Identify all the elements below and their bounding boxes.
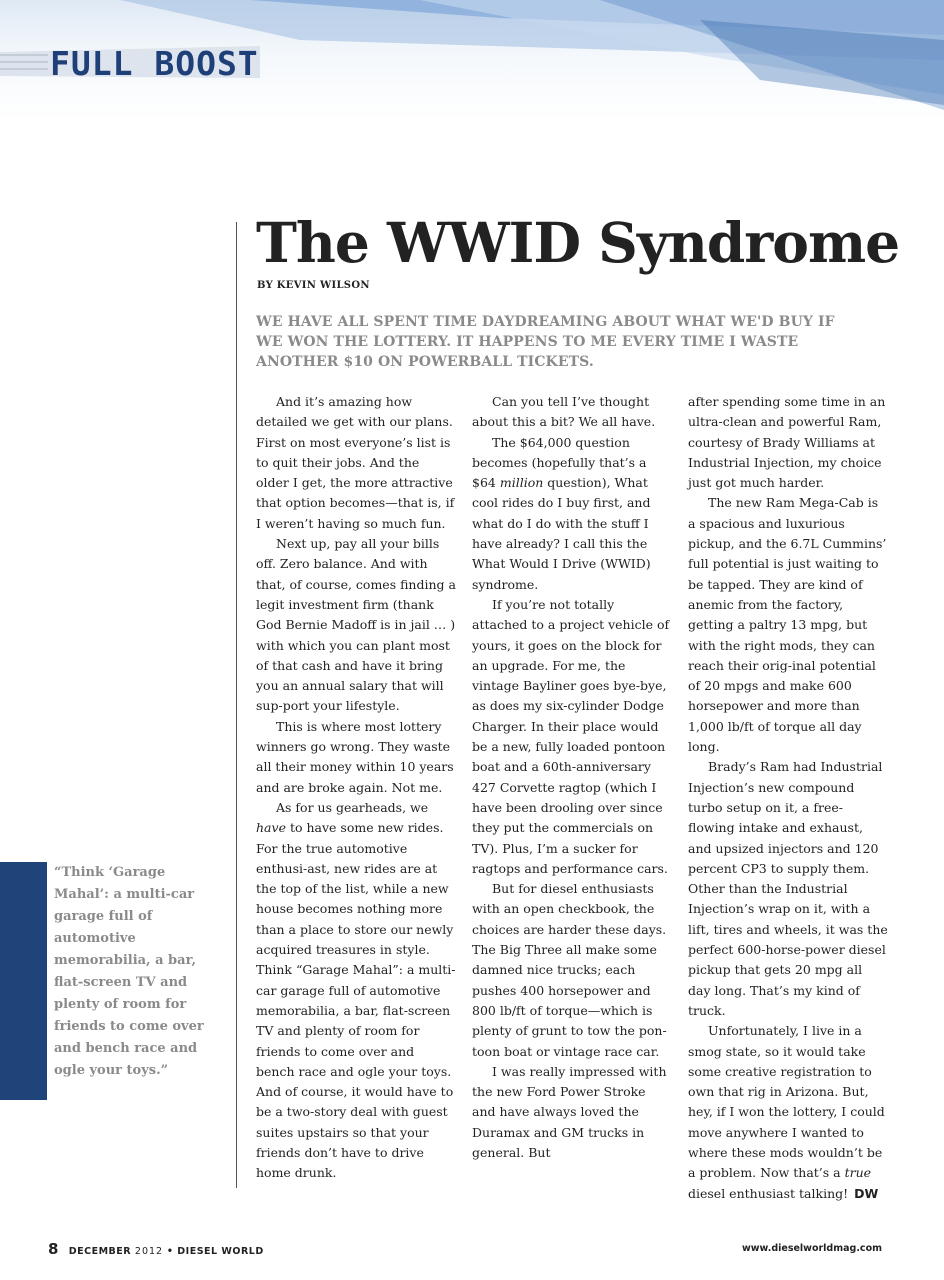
paragraph: I was really impressed with the new Ford Power Stroke and have always loved the Duramax and GM trucks in general. But <box>472 1063 667 1160</box>
issue-year: 2012 <box>134 1246 164 1257</box>
body-column-1 <box>256 392 456 1184</box>
paragraph: Next up, pay all your bills off. Zero balance. And with that, of course, comes finding a legit investment firm (thank God Bernie Madoff is in jail … ) with which you can plant most of that cash and have it bring you an annual salary that will sup-port your lifestyle. <box>256 536 456 714</box>
pullquote: “Think ‘Garage Mahal’: a multi-car garage full of automotive memorabilia, a bar, flat-screen TV and plenty of room for friends to come over and bench race and ogle your toys.” <box>54 865 204 1078</box>
page-number: 8 <box>48 1240 59 1258</box>
paragraph: The new Ram Mega-Cab is a spacious and luxurious pickup, and the 6.7L Cummins’ full potential is just waiting to be tapped. They are kind of anemic from the factory, getting a paltry 13 mpg, but with the right mods, they can reach their orig-inal potential of 20 mpgs and make 600 horsepower and more than 1,000 lb/ft of torque all day long. <box>688 495 887 755</box>
body-column-3 <box>688 392 888 1204</box>
paragraph <box>472 433 672 595</box>
paragraph: after spending some time in an ultra-clean and powerful Ram, courtesy of Brady Williams at Industrial Injection, my choice just got much harder. <box>688 394 886 491</box>
pullquote-bar <box>0 862 47 1100</box>
paragraph: And it’s amazing how detailed we get with our plans. First on most everyone’s list is to quit their jobs. And the older I get, the more attractive that option becomes—that is, if I weren’t having so much fun. <box>256 394 455 531</box>
separator: • <box>166 1246 174 1257</box>
header-banner <box>0 0 944 120</box>
paragraph <box>256 798 456 1184</box>
body-column-2 <box>472 392 672 1163</box>
article-deck: WE HAVE ALL SPENT TIME DAYDREAMING ABOUT WHAT WE'D BUY IF WE WON THE LOTTERY. IT HAPPENS TO ME EVERY TIME I WASTE ANOTHER $10 ON POWERBALL TICKETS. <box>256 314 835 370</box>
end-mark: DW <box>854 1185 879 1201</box>
text-run: question), What cool rides do I buy first, and what do I do with the stuff I have already? I call this the What Would I Drive (WWID) syndrome. <box>472 475 651 592</box>
paragraph <box>688 1021 888 1204</box>
section-title: FULL BOOST <box>50 44 259 83</box>
text-run: to have some new rides. For the true automotive enthusi-ast, new rides are at the top of the list, while a new house becomes nothing more than a place to store our newly acquired treasures in style. Think “Garage Mahal”: a multi-car garage full of automotive memorabilia, a bar, flat-screen TV and plenty of room for friends to come over and bench race and ogle your toys. And of course, it would have to be a two-story deal with guest suites upstairs so that your friends don’t have to drive home drunk. <box>256 820 456 1181</box>
paragraph: If you’re not totally attached to a project vehicle of yours, it goes on the block for an upgrade. For me, the vintage Bayliner goes bye-bye, as does my six-cylinder Dodge Charger. In their place would be a new, fully loaded pontoon boat and a 60th-anniversary 427 Corvette ragtop (which I have been drooling over since they put the commercials on TV). Plus, I’m a sucker for ragtops and performance cars. <box>472 596 670 876</box>
paragraph: This is where most lottery winners go wrong. They waste all their money within 10 years and are broke again. Not me. <box>256 718 454 795</box>
issue-month: DECEMBER <box>68 1246 132 1257</box>
article-title: The WWID Syndrome <box>256 210 900 275</box>
paragraph: Can you tell I’ve thought about this a bit? We all have. <box>472 394 656 430</box>
text-run: diesel enthusiast talking! <box>688 1185 849 1201</box>
text-run: As for us gearheads, we <box>276 799 429 815</box>
footer-folio <box>48 1240 264 1258</box>
paragraph: But for diesel enthusiasts with an open checkbook, the choices are harder these days. The Big Three all make some damned nice trucks; each pushes 400 horsepower and 800 lb/ft of torque—which is plenty of grunt to tow the pon-toon boat or vintage race car. <box>472 881 667 1059</box>
byline: BY KEVIN WILSON <box>257 280 370 291</box>
text-run: The $64,000 question becomes (hopefully that’s a $64 <box>472 434 647 491</box>
emphasis: million <box>499 475 544 491</box>
emphasis: true <box>844 1165 872 1181</box>
emphasis: have <box>256 820 286 836</box>
paragraph: Brady’s Ram had Industrial Injection’s new compound turbo setup on it, a free-flowing intake and exhaust, and upsized injectors and 120 percent CP3 to supply them. Other than the Industrial Injection’s wrap on it, with a lift, tires and wheels, it was the perfect 600-horse-power diesel pickup that gets 20 mpg all day long. That’s my kind of truck. <box>688 759 888 1018</box>
article-rule <box>236 222 237 1188</box>
footer-url: www.dieselworldmag.com <box>741 1243 882 1254</box>
magazine-name: DIESEL WORLD <box>177 1246 264 1257</box>
text-run: Unfortunately, I live in a smog state, so it would take some creative registration to own that rig in Arizona. But, hey, if I won the lottery, I could move anywhere I wanted to where these mods wouldn’t be a problem. Now that’s a <box>688 1023 885 1181</box>
